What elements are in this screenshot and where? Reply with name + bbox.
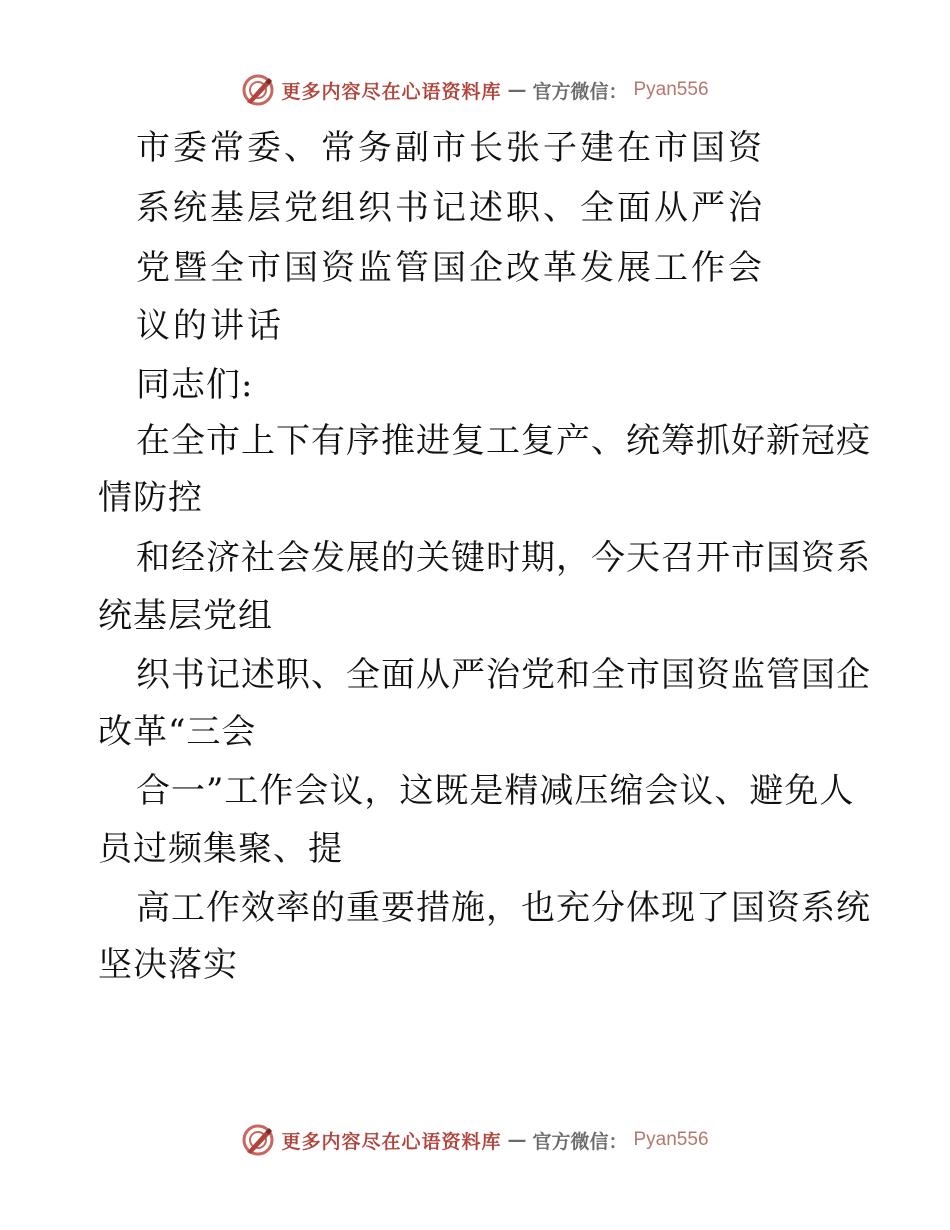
body-line: 和经济社会发展的关键时期，今天召开市国资系 [136, 538, 871, 578]
footer-banner [0, 1120, 950, 1160]
body-line: 在全市上下有序推进复工复产、统筹抓好新冠疫 [136, 421, 871, 461]
body-line: 合一”工作会议，这既是精减压缩会议、避免人 [136, 771, 855, 811]
body-line: 改革“三会 [98, 712, 257, 752]
salutation: 同志们: [136, 365, 254, 405]
banner-brand-text: 更多内容尽在心语资料库 [281, 1130, 502, 1153]
banner-wechat-label: 官方微信： [532, 1130, 628, 1153]
title-line-2: 系统基层党组织书记述职、全面从严治 [136, 188, 765, 228]
title-line-3: 党暨全市国资监管国企改革发展工作会 [136, 248, 765, 288]
banner-brand-text: 更多内容尽在心语资料库 [281, 80, 502, 103]
body-line: 情防控 [98, 478, 203, 518]
pen-logo-icon [241, 1123, 275, 1157]
body-line: 坚决落实 [98, 945, 238, 985]
body-line: 员过频集聚、提 [98, 829, 343, 869]
body-line: 织书记述职、全面从严治党和全市国资监管国企 [136, 655, 871, 695]
title-line-1: 市委常委、常务副市长张子建在市国资 [136, 128, 765, 168]
banner-wechat-id: Pyan556 [633, 79, 709, 100]
title-line-4: 议的讲话 [136, 306, 284, 346]
banner-wechat-label: 官方微信： [532, 80, 628, 103]
banner-separator: — [507, 1129, 527, 1151]
body-line: 统基层党组 [98, 596, 273, 636]
banner-separator: — [507, 79, 527, 101]
banner-wechat-id: Pyan556 [633, 1129, 709, 1150]
body-line: 高工作效率的重要措施，也充分体现了国资系统 [136, 888, 871, 928]
